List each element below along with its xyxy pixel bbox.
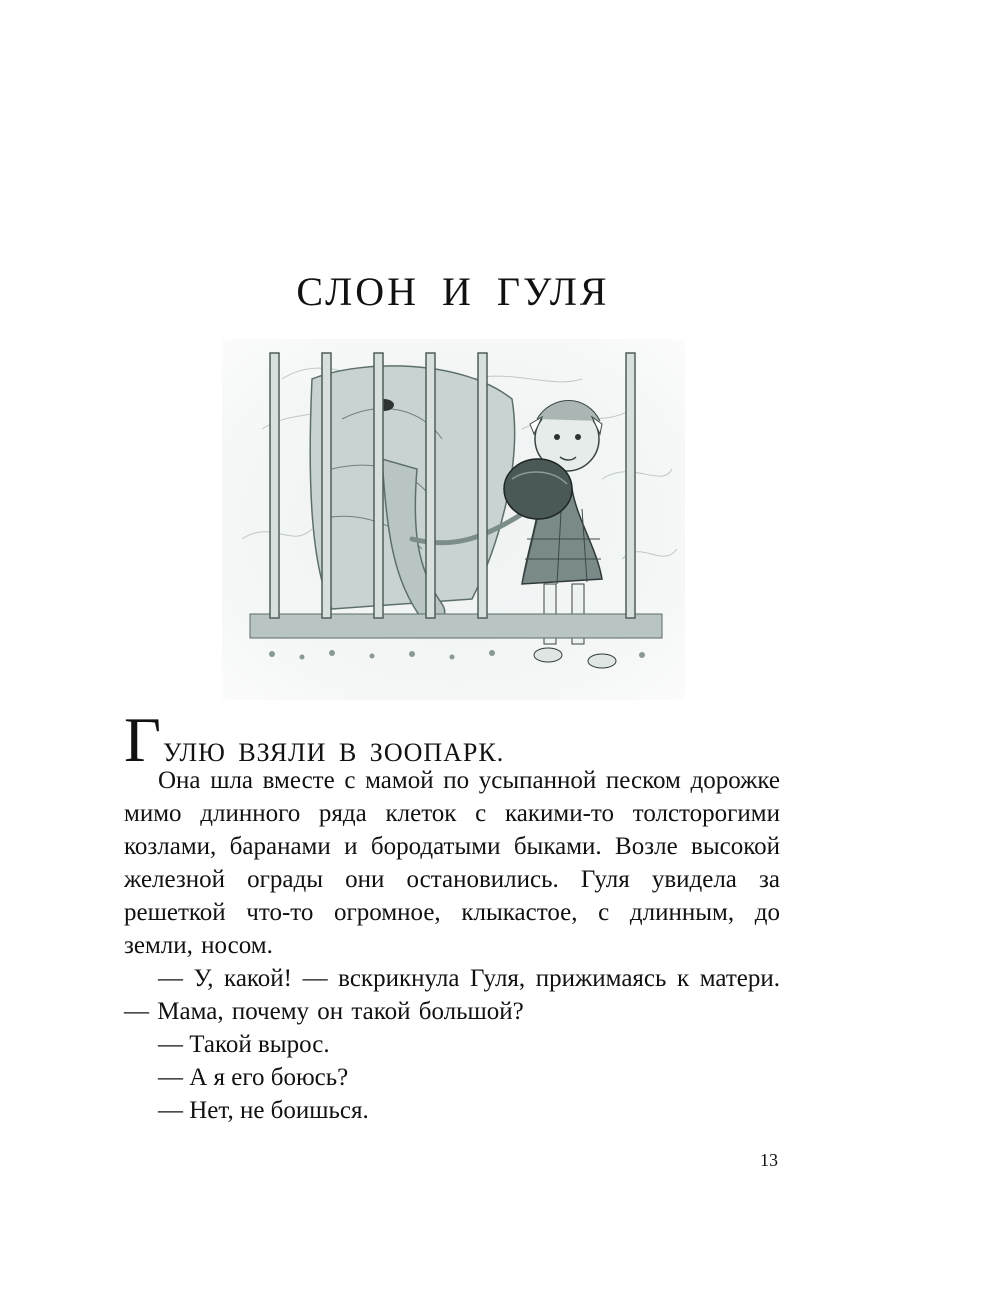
opening-smallcaps: УЛЮ ВЗЯЛИ В ЗООПАРК.: [163, 738, 505, 767]
opening-line: [124, 704, 780, 775]
page-number: 13: [760, 1150, 778, 1170]
drop-cap: Г: [124, 704, 162, 775]
dialogue-line: — А я его боюсь?: [158, 1064, 349, 1091]
chapter-title: СЛОН И ГУЛЯ: [296, 269, 610, 314]
dialogue-line: — Такой вырос.: [158, 1031, 330, 1058]
paragraph: Она шла вместе с мамой по усыпанной песком дорожке мимо длинного ряда клеток с какими-то толсторогими козлами, баранами и бородатыми быками. Возле высокой железной ограды они остановились. Гуля увидела за решеткой что-то огромное, клыкастое, с длинным, до земли, носом.: [124, 767, 780, 959]
dialogue-line: — Нет, не боишься.: [158, 1097, 369, 1124]
paragraph: — У, какой! — вскрикнула Гуля, прижимаясь к матери. — Мама, почему он такой большой?: [124, 965, 780, 1025]
elephant-girl-zoo-illustration: [222, 339, 685, 700]
story-text: [124, 704, 780, 1127]
